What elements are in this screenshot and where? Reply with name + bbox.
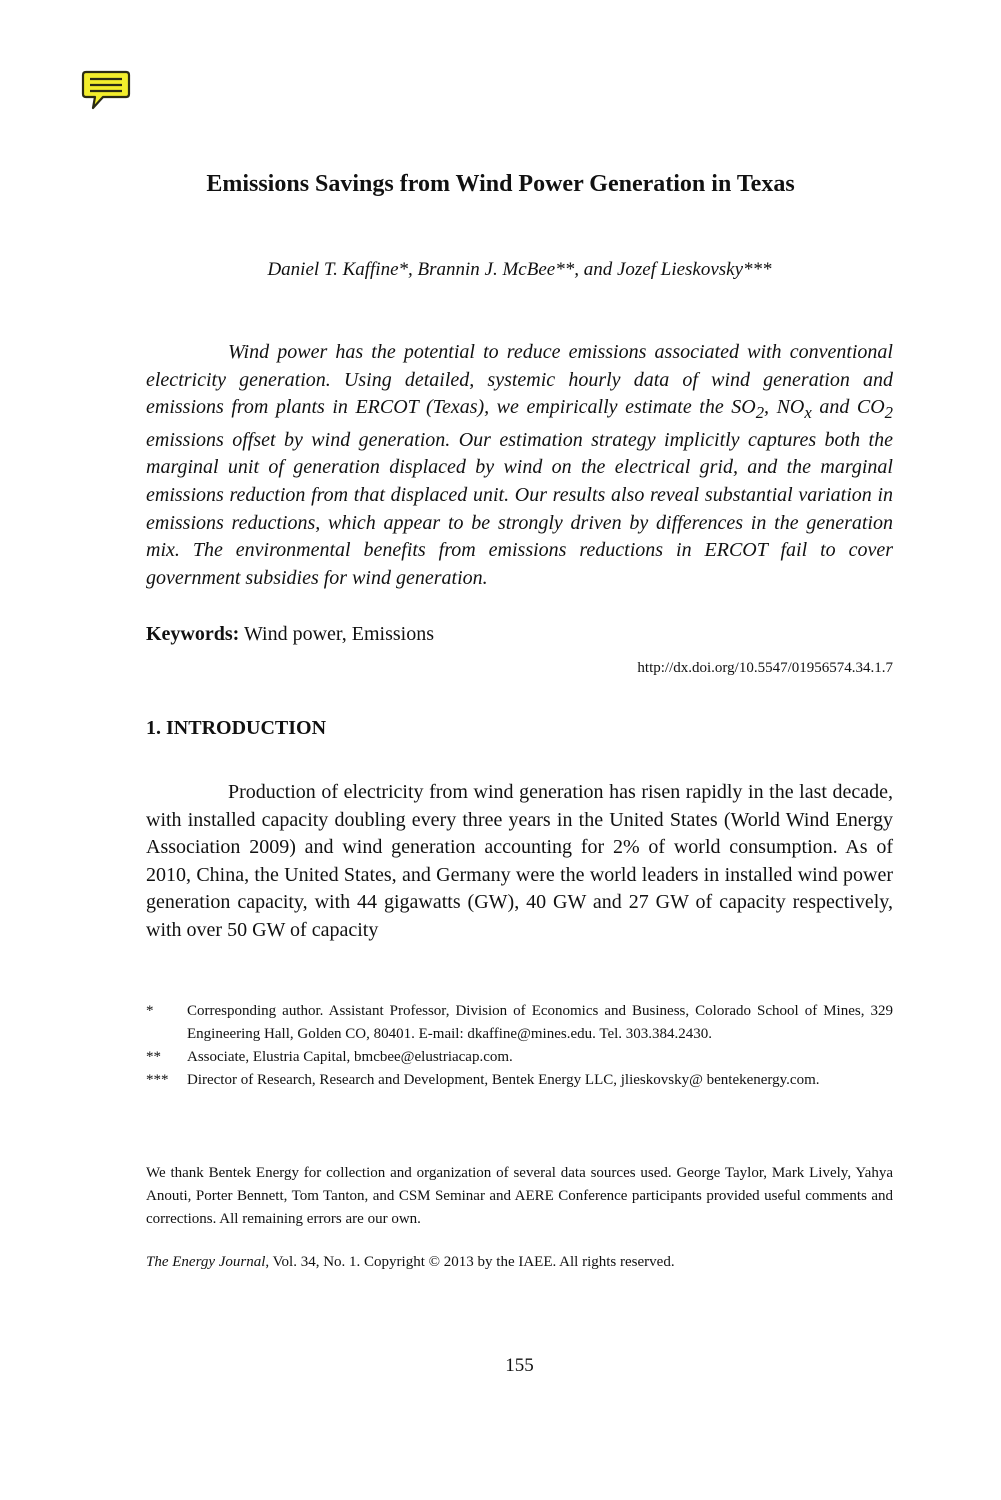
subscript-co2: 2 xyxy=(884,403,893,423)
journal-citation xyxy=(146,1254,675,1271)
sticky-note-comment-icon[interactable] xyxy=(81,67,131,113)
keywords-label: Keywords: xyxy=(146,623,240,645)
section-heading: 1. INTRODUCTION xyxy=(146,717,327,739)
footnote xyxy=(146,1069,893,1092)
doi-link[interactable]: http://dx.doi.org/10.5547/01956574.34.1.7 xyxy=(637,660,893,676)
abstract-text-1: Wind power has the potential to reduce emissions associated with conventional electricity generation. Using detailed, systemic hourly data of wind generation and emissions from plants in ERCOT (Texas), we empirically estimate the SO xyxy=(146,341,893,419)
intro-paragraph xyxy=(146,779,893,945)
journal-details: , Vol. 34, No. 1. Copyright © 2013 by the IAEE. All rights reserved. xyxy=(265,1254,675,1270)
abstract-text-2: , NO xyxy=(764,396,805,419)
intro-text: Production of electricity from wind generation has risen rapidly in the last decade, with installed capacity doubling every three years in the United States (World Wind Energy Association 2009) and wind generation accounting for 2% of world consumption. As of 2010, China, the United States, and Germany were the world leaders in installed wind power generation capacity, with 44 gigawatts (GW), 40 GW and 27 GW of capacity respectively, with over 50 GW of capacity xyxy=(146,781,893,941)
abstract xyxy=(146,339,893,592)
keywords xyxy=(146,623,434,646)
author-list: Daniel T. Kaffine*, Brannin J. McBee**, and Jozef Lieskovsky*** xyxy=(267,259,772,280)
page-number: 155 xyxy=(505,1355,534,1376)
footnote-mark: ** xyxy=(146,1049,161,1065)
abstract-text-3: and CO xyxy=(811,396,885,419)
footnote xyxy=(146,1046,893,1069)
journal-name: The Energy Journal xyxy=(146,1254,266,1270)
footnotes xyxy=(146,1000,893,1092)
footnote-mark: *** xyxy=(146,1072,169,1088)
subscript-so2: 2 xyxy=(755,403,765,423)
footnote-text: Director of Research, Research and Development, Bentek Energy LLC, jlieskovsky@ bentekenergy.com. xyxy=(187,1072,820,1088)
abstract-text-4: emissions offset by wind generation. Our estimation strategy implicitly captures both the marginal unit of generation displaced by wind on the electrical grid, and the marginal emissions reduction from that displaced unit. Our results also reveal substantial variation in emissions reductions, which appear to be strongly driven by differences in the generation mix. The environmental benefits from emissions reductions in ERCOT fail to cover government subsidies for wind generation. xyxy=(146,428,893,589)
footnote-mark: * xyxy=(146,1003,154,1019)
footnote xyxy=(146,1000,893,1046)
subscript-nox: x xyxy=(804,403,812,423)
paper-title: Emissions Savings from Wind Power Generation in Texas xyxy=(206,171,795,197)
footnote-text: Associate, Elustria Capital, bmcbee@elustriacap.com. xyxy=(187,1049,513,1065)
acknowledgement: We thank Bentek Energy for collection and organization of several data sources used. George Taylor, Mark Lively, Yahya Anouti, Porter Bennett, Tom Tanton, and CSM Seminar and AERE Conference participants provided useful comments and corrections. All remaining errors are our own. xyxy=(146,1165,893,1227)
keywords-value: Wind power, Emissions xyxy=(239,623,435,645)
footnote-text: Corresponding author. Assistant Professor, Division of Economics and Business, Colorado School of Mines, 329 Engineering Hall, Golden CO, 80401. E-mail: dkaffine@mines.edu. Tel. 303.384.2430. xyxy=(187,1003,893,1042)
